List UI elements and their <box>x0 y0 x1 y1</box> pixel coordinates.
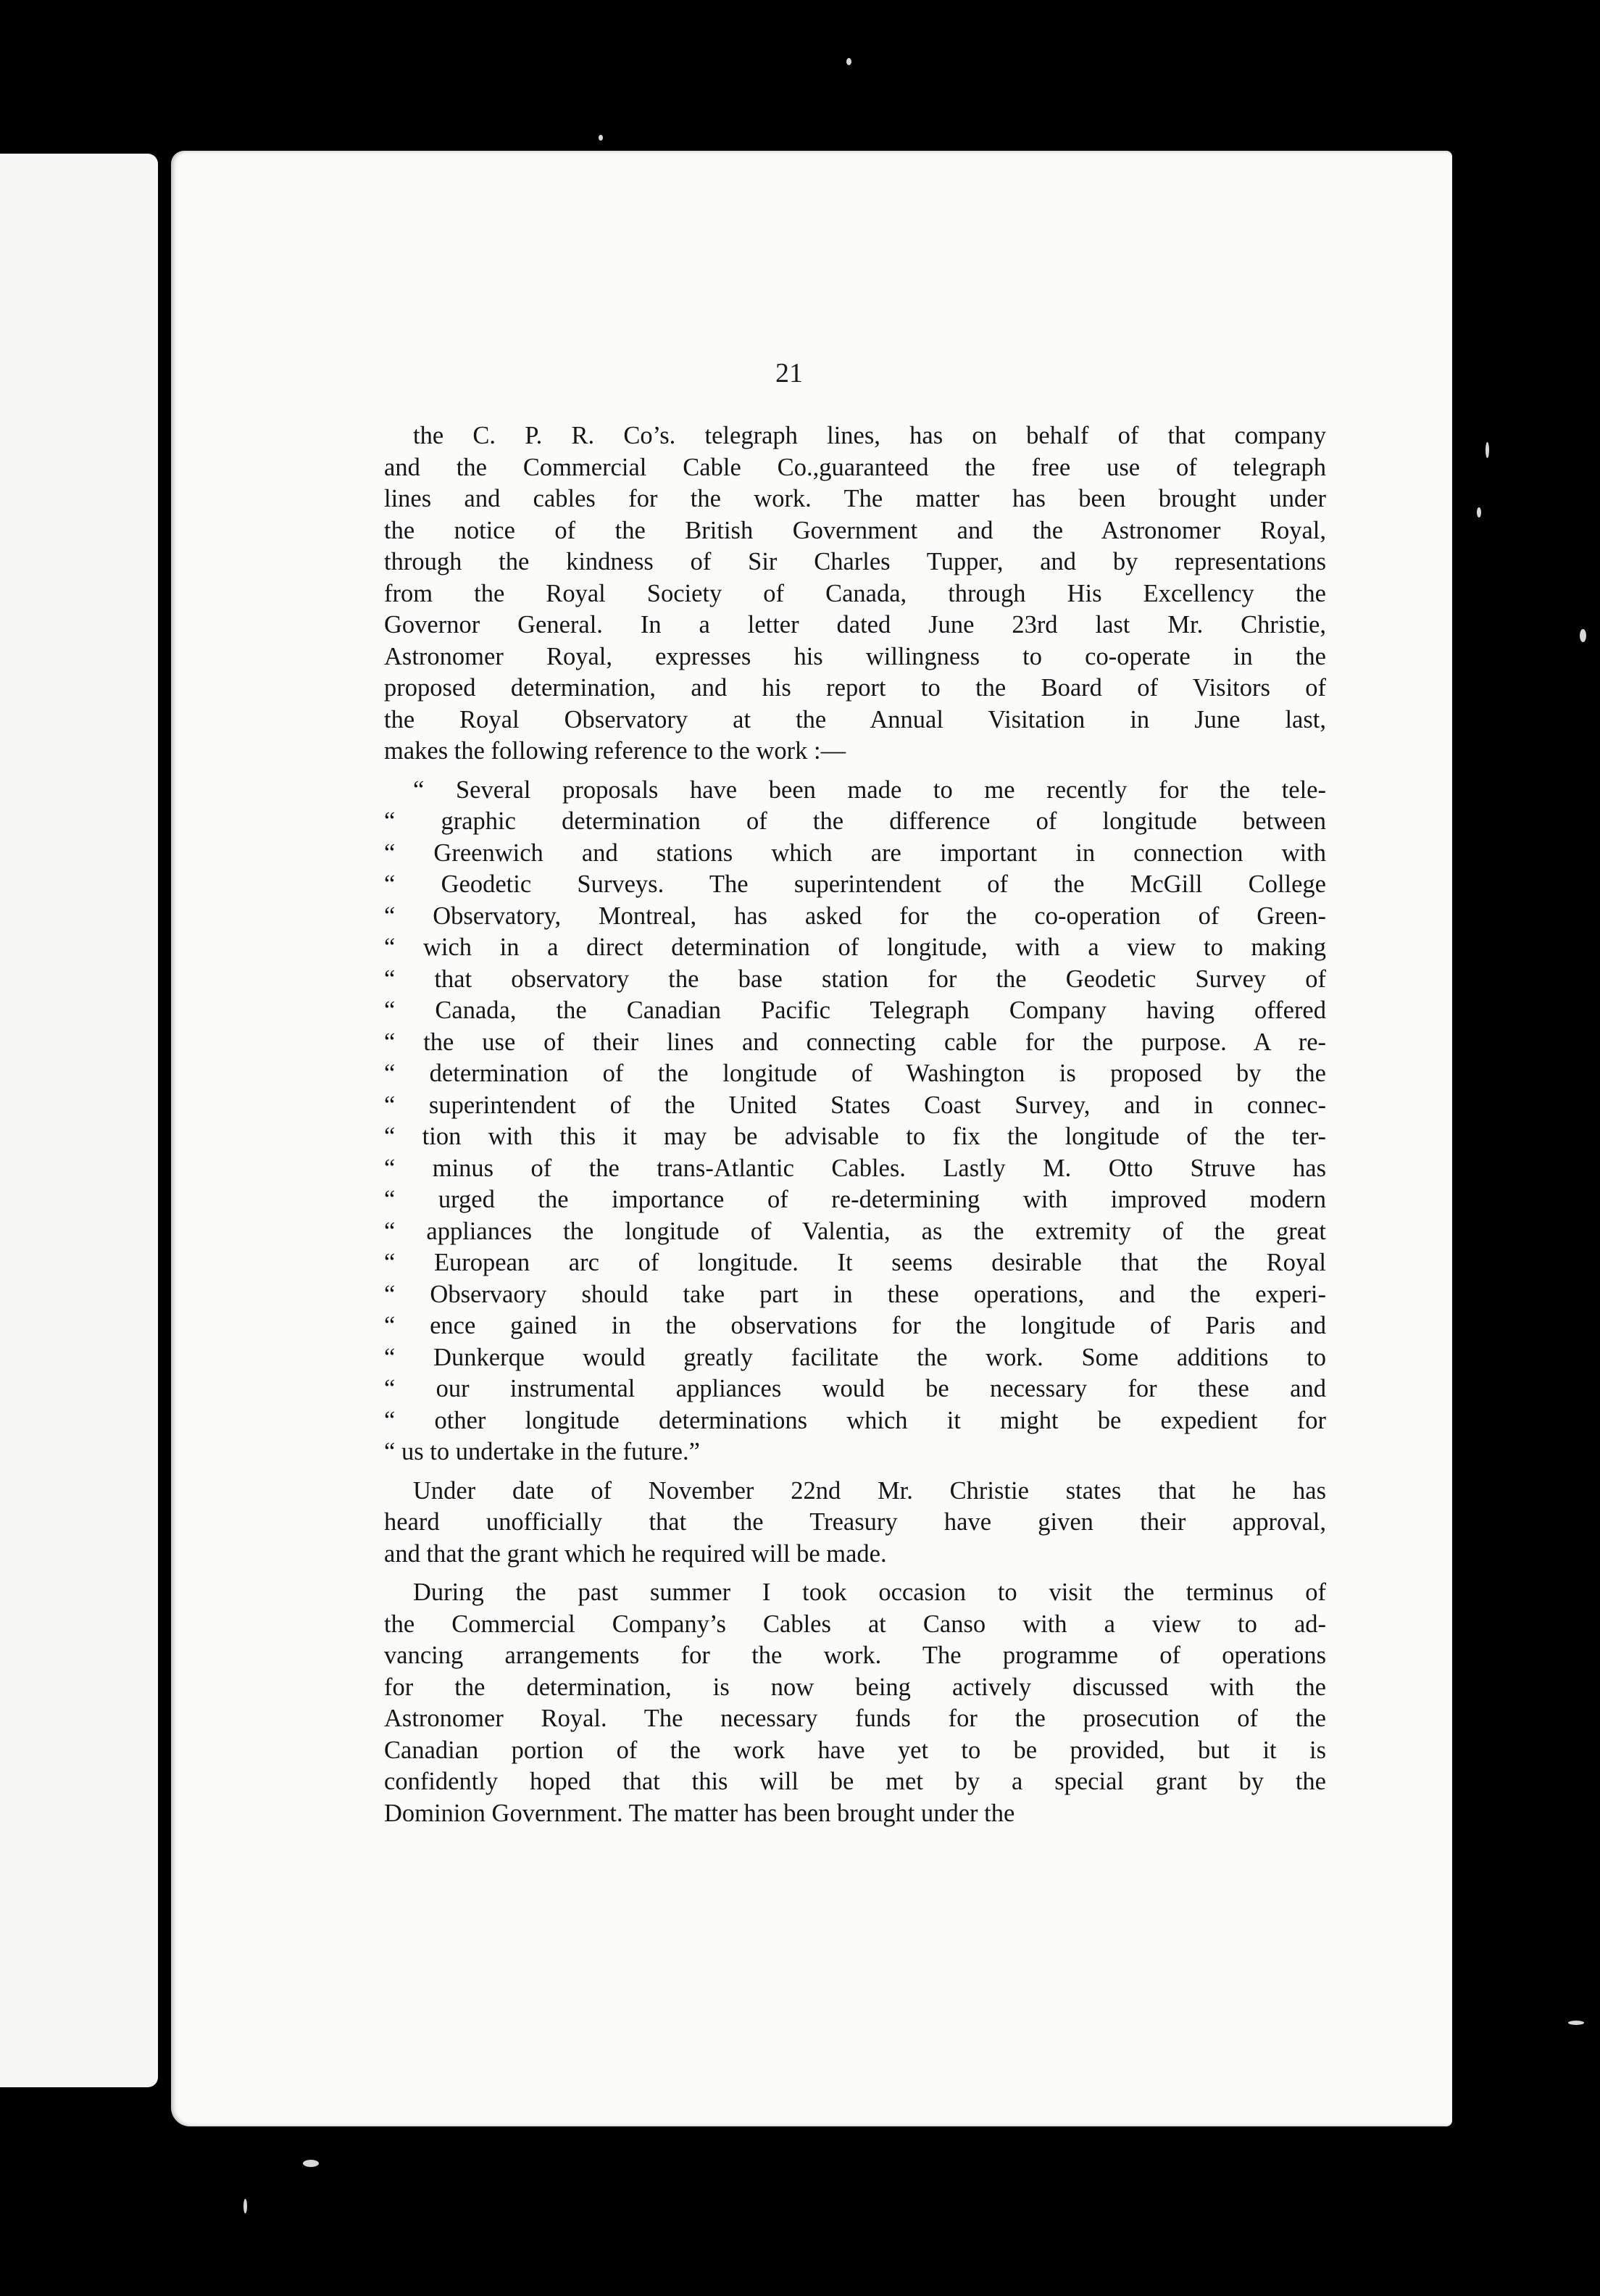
text-line: proposed determination, and his report to the Board of Visitors of <box>384 674 1326 702</box>
page-number: 21 <box>775 358 803 388</box>
text-line: “ Several proposals have been made to me recently for the tele- <box>413 775 1326 804</box>
text-line: “ appliances the longitude of Valentia, as the extremity of the great <box>384 1217 1326 1245</box>
text-line: lines and cables for the work. The matter has been brought under <box>384 485 1326 512</box>
dust-speck <box>1477 507 1481 517</box>
text-line: “ Geodetic Surveys. The superintendent of the McGill College <box>384 870 1326 898</box>
dust-speck <box>846 58 851 65</box>
dust-speck <box>1486 442 1489 458</box>
dust-speck <box>303 2160 319 2167</box>
text-line: “ superintendent of the United States Coast Survey, and in connec- <box>384 1091 1326 1119</box>
text-line: “ Greenwich and stations which are important in connection with <box>384 839 1326 867</box>
text-line: “ wich in a direct determination of longitude, with a view to making <box>384 933 1326 961</box>
text-line: and that the grant which he required will be made. <box>384 1539 887 1568</box>
text-line: “ other longitude determinations which it might be expedient for <box>384 1406 1326 1434</box>
text-line: Canadian portion of the work have yet to be provided, but it is <box>384 1736 1326 1764</box>
text-line: from the Royal Society of Canada, through His Excellency the <box>384 579 1326 607</box>
text-line: for the determination, is now being actively discussed with the <box>384 1673 1326 1701</box>
text-line: confidently hoped that this will be met by a special grant by the <box>384 1768 1326 1795</box>
paragraph-treasury-approval <box>384 1476 1326 1571</box>
text-line: “ tion with this it may be advisable to fix the longitude of the ter- <box>384 1123 1326 1150</box>
dust-speck <box>243 2199 247 2213</box>
text-line: “ graphic determination of the difference of longitude between <box>384 807 1326 835</box>
text-line: During the past summer I took occasion to visit the terminus of <box>413 1578 1326 1606</box>
text-line: and the Commercial Cable Co.,guaranteed the free use of telegraph <box>384 453 1326 481</box>
left-page-edge <box>0 154 158 2087</box>
text-line: the Commercial Company’s Cables at Canso with a view to ad- <box>384 1610 1326 1638</box>
text-line: the notice of the British Government and the Astronomer Royal, <box>384 516 1326 544</box>
paragraph-canso-visit <box>384 1577 1326 1829</box>
text-line: Astronomer Royal. The necessary funds for the prosecution of the <box>384 1705 1326 1732</box>
text-line: the C. P. R. Co’s. telegraph lines, has on behalf of that company <box>413 422 1326 449</box>
text-line: Dominion Government. The matter has been brought under the <box>384 1799 1015 1827</box>
page-text <box>384 420 1326 1829</box>
text-line: the Royal Observatory at the Annual Visitation in June last, <box>384 705 1326 733</box>
text-line: “ the use of their lines and connecting cable for the purpose. A re- <box>384 1028 1326 1056</box>
text-line: heard unofficially that the Treasury have given their approval, <box>384 1508 1326 1536</box>
text-line: “ us to undertake in the future.” <box>384 1438 700 1465</box>
text-line: “ European arc of longitude. It seems desirable that the Royal <box>384 1249 1326 1276</box>
text-line: “ our instrumental appliances would be necessary for these and <box>384 1375 1326 1402</box>
text-line: Under date of November 22nd Mr. Christie states that he has <box>413 1476 1326 1505</box>
dust-speck <box>1580 629 1586 642</box>
text-line: “ Observatory, Montreal, has asked for the co-operation of Green- <box>384 902 1326 930</box>
dust-speck <box>1568 2021 1584 2025</box>
text-line: “ urged the importance of re-determining with improved modern <box>384 1186 1326 1213</box>
document-page <box>171 151 1452 2126</box>
text-line: Astronomer Royal, expresses his willingness to co-operate in the <box>384 642 1326 670</box>
text-line: “ Observaory should take part in these operations, and the experi- <box>384 1280 1326 1308</box>
text-line: makes the following reference to the work :— <box>384 737 846 765</box>
text-line: “ that observatory the base station for the Geodetic Survey of <box>384 965 1326 993</box>
dust-speck <box>599 135 603 141</box>
paragraph-cable-arrangements <box>384 420 1326 768</box>
text-line: “ Dunkerque would greatly facilitate the work. Some additions to <box>384 1343 1326 1371</box>
text-line: vancing arrangements for the work. The programme of operations <box>384 1642 1326 1669</box>
text-line: “ determination of the longitude of Washington is proposed by the <box>384 1060 1326 1087</box>
paragraph-quotation <box>384 775 1326 1468</box>
text-line: “ minus of the trans-Atlantic Cables. Lastly M. Otto Struve has <box>384 1154 1326 1182</box>
text-line: Governor General. In a letter dated June 23rd last Mr. Christie, <box>384 611 1326 639</box>
text-line: “ ence gained in the observations for the longitude of Paris and <box>384 1312 1326 1339</box>
text-line: through the kindness of Sir Charles Tupper, and by representations <box>384 548 1326 575</box>
text-line: “ Canada, the Canadian Pacific Telegraph Company having offered <box>384 997 1326 1024</box>
